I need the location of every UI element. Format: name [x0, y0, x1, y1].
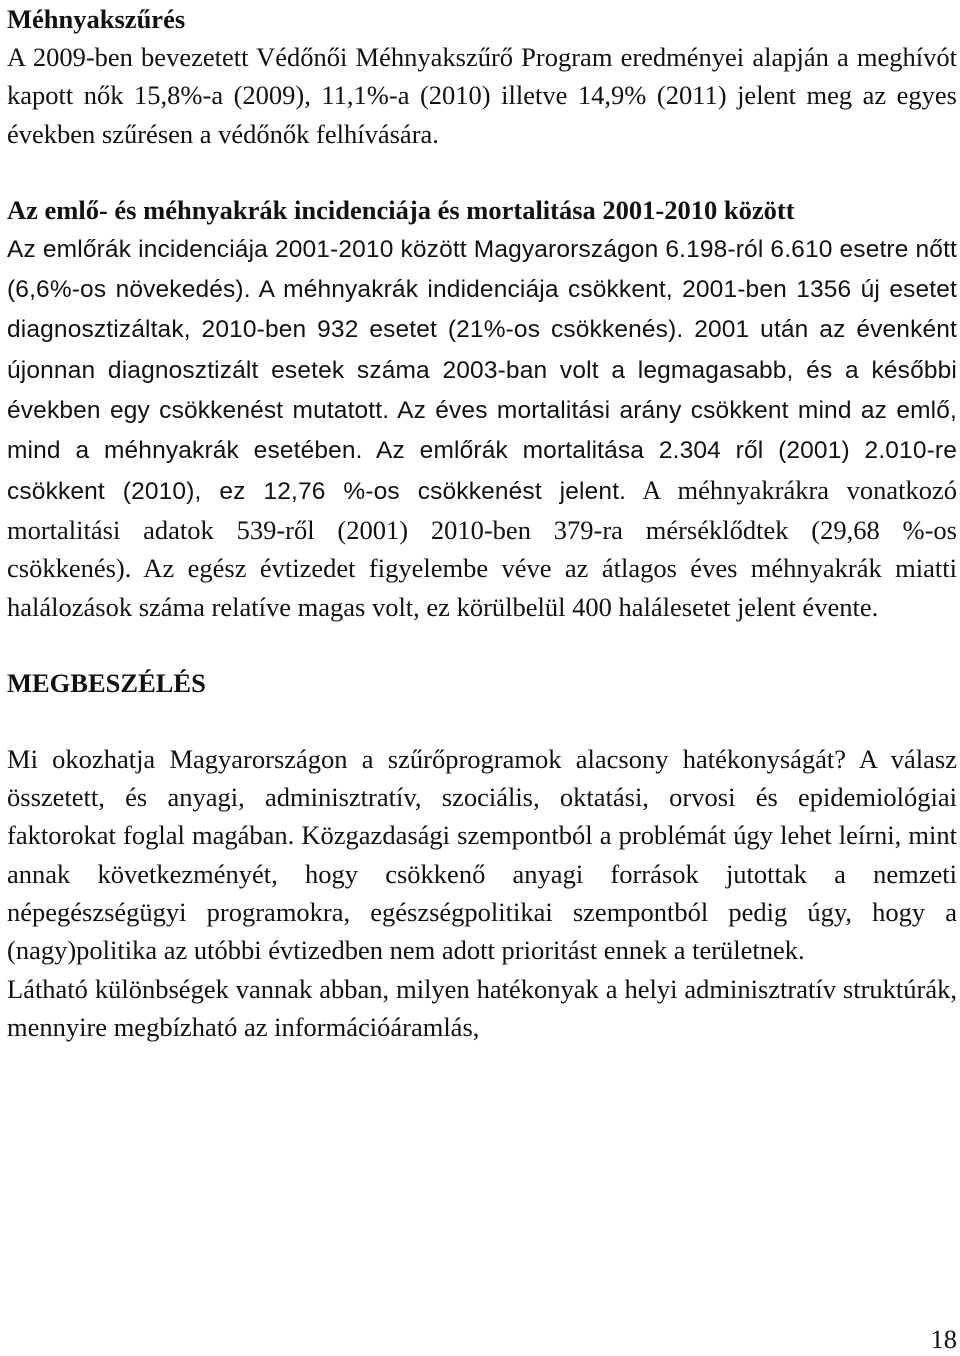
section-heading-incidence-mortality: Az emlő- és méhnyakrák incidenciája és mortalitása 2001-2010 között [7, 194, 795, 225]
incidence-text-sans: Az emlőrák incidenciája 2001-2010 között Magyarországon 6.198-ról 6.610 esetre nőtt (6,6%-os növekedés). A méhnyakrák indidenciája csökkent, 2001-ben 1356 új esetet diagnosztizáltak, 2010-ben 932 esetet (21%-os csökkenés). 2001 után az évenként újonnan diagnosztizált esetek száma 2003-ban volt a legmagasabb, és a későbbi években egy csökkenést mutatott. Az éves mortalitási arány csökkent mind az emlő, mind a méhnyakrák esetében. Az emlőrák mortalitása 2.304 ről (2001) 2.010-re csökkent (2010), ez 12,76 %-os csökkenést jelent. [7, 235, 957, 505]
document-page [7, 0, 957, 1046]
section-heading-cervical-screening: Méhnyakszűrés [7, 4, 186, 34]
spacer [7, 626, 957, 664]
incidence-mortality-paragraph [7, 229, 957, 626]
page-number: 18 [930, 1324, 957, 1354]
section-heading-discussion: MEGBESZÉLÉS [7, 667, 206, 698]
incidence-text-serif: A méhnyakrákra vonatkozó mortalitási adatok 539-ről (2001) 2010-ben 379-ra mérséklődtek (29,68 %-os csökkenés). Az egész évtizedet figyelembe véve az átlagos éves méhnyakrák miatti halálozások száma relatíve magas volt, ez körülbelül 400 halálesetet jelent évente. [7, 474, 957, 622]
cervical-screening-paragraph: A 2009-ben bevezetett Védőnői Méhnyakszűrő Program eredményei alapján a meghívót kapott nők 15,8%-a (2009), 11,1%-a (2010) illetve 14,9% (2011) jelent meg az egyes években szűrésen a védőnők felhívására. [7, 42, 957, 149]
spacer [7, 702, 957, 740]
spacer [7, 153, 957, 191]
discussion-paragraph-1: Mi okozhatja Magyarországon a szűrőprogramok alacsony hatékonyságát? A válasz összetett, és anyagi, adminisztratív, szociális, oktatási, orvosi és epidemiológiai faktorokat foglal magában. Közgazdasági szempontból a problémát úgy lehet leírni, mint annak következményét, hogy csökkenő anyagi források jutottak a nemzeti népegészségügyi programokra, egészségpolitikai szempontból pedig úgy, hogy a (nagy)politika az utóbbi évtizedben nem adott prioritást ennek a területnek. [7, 743, 957, 966]
discussion-paragraph-2: Látható különbségek vannak abban, milyen hatékonyak a helyi adminisztratív struktúrák, mennyire megbízható az információáramlás, [7, 973, 957, 1042]
